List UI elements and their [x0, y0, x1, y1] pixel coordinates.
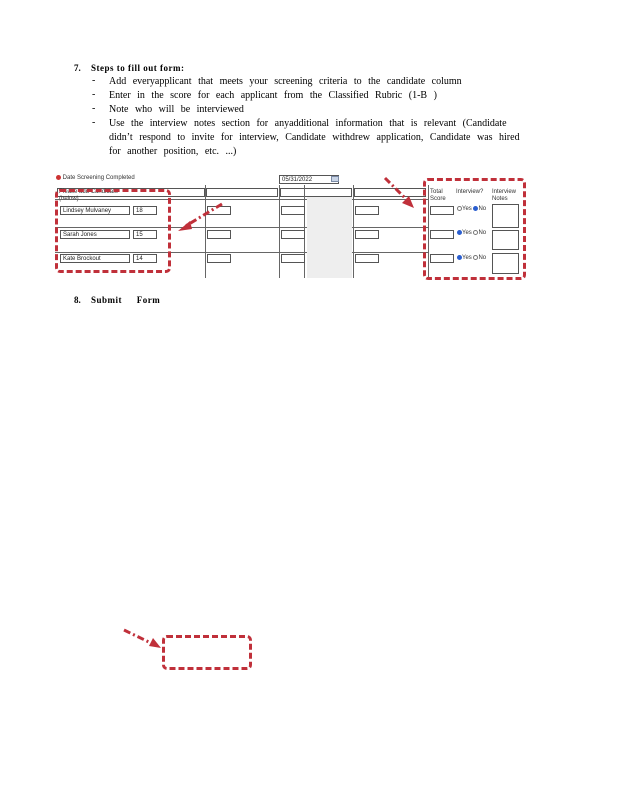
bullet-interview-notes-line3: for another position, etc. ...) — [109, 146, 237, 157]
date-screening-label: Date Screening Completed — [56, 175, 135, 181]
arrow-to-submit-icon — [124, 630, 155, 645]
interview-label: Interview? — [456, 189, 484, 195]
candidate-score-input[interactable]: 18 — [133, 206, 157, 215]
candidate-header-label: Please add Candidate (below) — [59, 189, 119, 202]
arrowhead-icon — [178, 221, 192, 231]
arrowhead-icon — [402, 196, 414, 208]
arrow-to-interview-icon — [385, 178, 409, 202]
candidate-score-input[interactable]: 15 — [133, 230, 157, 239]
bullet-note-interview: Note who will be interviewed — [109, 104, 244, 115]
interview-notes-label: Interview Notes — [492, 189, 517, 202]
bullet-interview-notes-line1: Use the interview notes section for anyadditional information that is relevant (Candidate — [109, 118, 507, 129]
interview-radio-group[interactable]: Yes No — [457, 230, 486, 236]
interview-radio-group[interactable]: Yes No — [457, 255, 486, 261]
arrowhead-icon — [149, 638, 161, 648]
step-7-title: Steps to fill out form: — [91, 63, 185, 73]
date-screening-input[interactable]: 05/31/2022 — [279, 175, 339, 184]
bullet-dash: - — [92, 103, 96, 114]
bullet-enter-score: Enter in the score for each applicant from the Classified Rubric (1-B ) — [109, 90, 437, 101]
total-score-label: Total Score — [430, 189, 446, 202]
interview-radio-group[interactable]: Yes No — [457, 206, 486, 212]
candidate-score-input[interactable]: 14 — [133, 254, 157, 263]
step-8-number: 8. — [74, 295, 81, 305]
bullet-dash: - — [92, 117, 96, 128]
step-7-number: 7. — [74, 63, 81, 73]
bullet-add-applicant: Add everyapplicant that meets your screening criteria to the candidate column — [109, 76, 462, 87]
step-8-title: Submit Form — [91, 295, 161, 305]
candidate-name-input[interactable]: Kate Brockout — [60, 254, 130, 263]
bullet-dash: - — [92, 75, 96, 86]
candidate-name-input[interactable]: Lindsey Mulvaney — [60, 206, 130, 215]
bullet-interview-notes-line2: didn’t respond to invite for interview, Candidate withdrew application, Candidate was hired — [109, 132, 520, 143]
bullet-dash: - — [92, 89, 96, 100]
candidate-name-input[interactable]: Sarah Jones — [60, 230, 130, 239]
